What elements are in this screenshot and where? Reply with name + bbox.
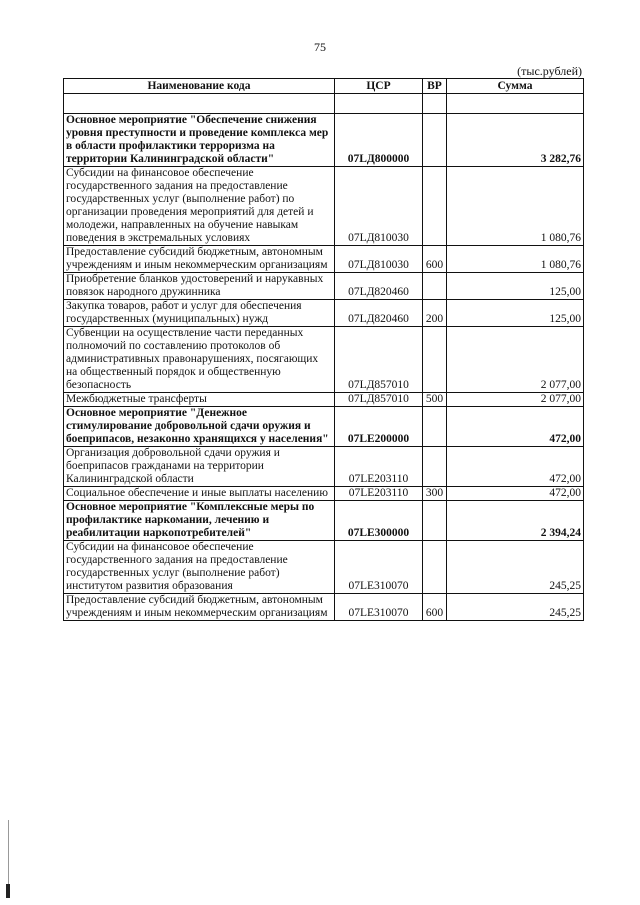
vr-cell <box>423 327 447 393</box>
scan-edge-line <box>8 820 9 890</box>
vr-cell <box>423 541 447 594</box>
sum-cell: 1 080,76 <box>447 246 584 273</box>
csr-cell: 07LД800000 <box>335 114 423 167</box>
sum-cell: 472,00 <box>447 407 584 447</box>
name-cell: Закупка товаров, работ и услуг для обеспечения государственных (муниципальных) нужд <box>64 300 335 327</box>
csr-cell: 07LД810030 <box>335 167 423 246</box>
sum-cell: 472,00 <box>447 487 584 501</box>
vr-cell <box>423 167 447 246</box>
sum-cell: 2 394,24 <box>447 501 584 541</box>
sum-cell: 2 077,00 <box>447 393 584 407</box>
csr-cell: 07LE200000 <box>335 407 423 447</box>
name-cell: Основное мероприятие "Комплексные меры по профилактике наркомании, лечению и реабилитации наркопотребителей" <box>64 501 335 541</box>
sum-cell: 245,25 <box>447 594 584 621</box>
sum-cell: 472,00 <box>447 447 584 487</box>
table-row <box>64 393 584 407</box>
table-row <box>64 594 584 621</box>
csr-cell: 07LE300000 <box>335 501 423 541</box>
table-row <box>64 501 584 541</box>
name-cell: Предоставление субсидий бюджетным, автономным учреждениям и иным некоммерческим организациям <box>64 594 335 621</box>
table-row <box>64 487 584 501</box>
csr-cell: 07LE310070 <box>335 541 423 594</box>
vr-cell: 500 <box>423 393 447 407</box>
header-name: Наименование кода <box>64 79 335 94</box>
vr-cell <box>423 501 447 541</box>
vr-cell: 300 <box>423 487 447 501</box>
table-header-row <box>64 79 584 94</box>
header-csr: ЦСР <box>335 79 423 94</box>
scan-edge-mark <box>6 884 10 898</box>
name-cell: Основное мероприятие "Обеспечение снижения уровня преступности и проведение комплекса мер в области профилактики терроризма на территории Калининградской области" <box>64 114 335 167</box>
csr-cell: 07LД820460 <box>335 300 423 327</box>
header-vr: ВР <box>423 79 447 94</box>
name-cell: Социальное обеспечение и иные выплаты населению <box>64 487 335 501</box>
csr-cell: 07LE203110 <box>335 447 423 487</box>
sum-cell: 125,00 <box>447 273 584 300</box>
table-row <box>64 300 584 327</box>
name-cell: Организация добровольной сдачи оружия и боеприпасов гражданами на территории Калининградской области <box>64 447 335 487</box>
vr-cell: 600 <box>423 246 447 273</box>
table-row <box>64 407 584 447</box>
header-sum: Сумма <box>447 79 584 94</box>
csr-cell: 07LД857010 <box>335 327 423 393</box>
vr-cell: 200 <box>423 300 447 327</box>
name-cell: Субвенции на осуществление части переданных полномочий по составлению протоколов об административных правонарушениях, посягающих на общественный порядок и общественную безопасность <box>64 327 335 393</box>
vr-cell: 600 <box>423 594 447 621</box>
name-cell: Приобретение бланков удостоверений и нарукавных повязок народного дружинника <box>64 273 335 300</box>
spacer-row <box>64 94 584 114</box>
name-cell: Субсидии на финансовое обеспечение государственного задания на предоставление государственных услуг (выполнение работ) институтом развития образования <box>64 541 335 594</box>
name-cell: Предоставление субсидий бюджетным, автономным учреждениям и иным некоммерческим организациям <box>64 246 335 273</box>
spacer-cell <box>335 94 423 114</box>
table-row <box>64 273 584 300</box>
vr-cell <box>423 407 447 447</box>
units-label: (тыс.рублей) <box>517 64 582 78</box>
csr-cell: 07LД820460 <box>335 273 423 300</box>
name-cell: Основное мероприятие "Денежное стимулирование добровольной сдачи оружия и боеприпасов, незаконно хранящихся у населения" <box>64 407 335 447</box>
csr-cell: 07LE310070 <box>335 594 423 621</box>
table-body <box>64 94 584 621</box>
spacer-cell <box>423 94 447 114</box>
vr-cell <box>423 447 447 487</box>
table-row <box>64 167 584 246</box>
spacer-cell <box>447 94 584 114</box>
sum-cell: 2 077,00 <box>447 327 584 393</box>
table-row <box>64 114 584 167</box>
page-number: 75 <box>314 40 326 54</box>
table-row <box>64 541 584 594</box>
csr-cell: 07LE203110 <box>335 487 423 501</box>
sum-cell: 125,00 <box>447 300 584 327</box>
table-row <box>64 327 584 393</box>
csr-cell: 07LД810030 <box>335 246 423 273</box>
csr-cell: 07LД857010 <box>335 393 423 407</box>
table-row <box>64 246 584 273</box>
sum-cell: 3 282,76 <box>447 114 584 167</box>
name-cell: Межбюджетные трансферты <box>64 393 335 407</box>
spacer-cell <box>64 94 335 114</box>
vr-cell <box>423 273 447 300</box>
vr-cell <box>423 114 447 167</box>
budget-table <box>63 78 584 621</box>
table-row <box>64 447 584 487</box>
name-cell: Субсидии на финансовое обеспечение государственного задания на предоставление государственных услуг (выполнение работ) по организации проведения мероприятий для детей и молодежи, направленных на обучение навыкам поведения в экстремальных условиях <box>64 167 335 246</box>
sum-cell: 245,25 <box>447 541 584 594</box>
sum-cell: 1 080,76 <box>447 167 584 246</box>
